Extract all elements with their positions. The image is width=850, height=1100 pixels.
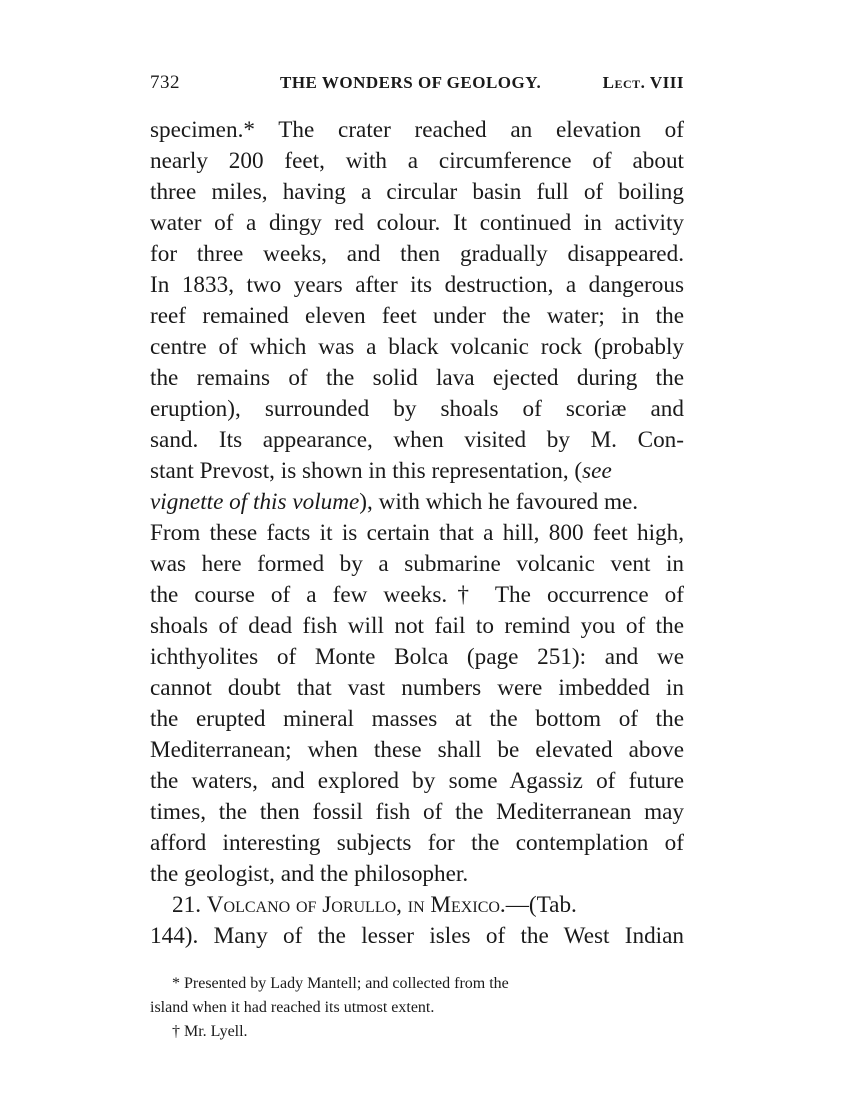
text-line: the course of a few weeks.† The occurrence of bbox=[150, 582, 684, 608]
text-line: was here formed by a submarine volcanic vent in bbox=[150, 551, 684, 577]
text-line: for three weeks, and then gradually disappeared. bbox=[150, 241, 684, 267]
running-header bbox=[150, 72, 684, 102]
text-line: times, the then fossil fish of the Mediterranean may bbox=[150, 799, 684, 825]
text-line: 144). Many of the lesser isles of the West Indian bbox=[150, 923, 684, 949]
footnote: † Mr. Lyell. bbox=[172, 1023, 248, 1040]
text-line: Mediterranean; when these shall be elevated above bbox=[150, 737, 684, 763]
page-number: 732 bbox=[150, 72, 180, 93]
text-line: three miles, having a circular basin full of boiling bbox=[150, 179, 684, 205]
section-number: 21. bbox=[172, 892, 201, 918]
text-line: shoals of dead fish will not fail to remind you of the bbox=[150, 613, 684, 639]
text-line: the waters, and explored by some Agassiz of future bbox=[150, 768, 684, 794]
text-line bbox=[150, 456, 684, 487]
text-line: the geologist, and the philosopher. bbox=[150, 861, 469, 887]
text-line: the erupted mineral masses at the bottom of the bbox=[150, 706, 684, 732]
section-tab-reference: —(Tab. bbox=[505, 892, 577, 918]
running-title: THE WONDERS OF GEOLOGY. bbox=[280, 73, 542, 92]
text-line: specimen.* The crater reached an elevation of bbox=[150, 117, 684, 143]
text-line: eruption), surrounded by shoals of scoriæ and bbox=[150, 396, 684, 422]
text-line: nearly 200 feet, with a circumference of about bbox=[150, 148, 684, 174]
text-line: From these facts it is certain that a hill, 800 feet high, bbox=[150, 520, 684, 546]
text-line: In 1833, two years after its destruction, a dangerous bbox=[150, 272, 684, 298]
italic-see: see bbox=[582, 458, 612, 484]
text-line: water of a dingy red colour. It continued in activity bbox=[150, 210, 684, 236]
lecture-number: Lect. VIII bbox=[602, 73, 684, 92]
italic-vignette-reference: vignette of this volume bbox=[150, 489, 360, 515]
section-heading: Volcano of Jorullo, in Mexico. bbox=[206, 892, 506, 918]
body-text bbox=[150, 115, 684, 952]
text-line: ichthyolites of Monte Bolca (page 251): and we bbox=[150, 644, 684, 670]
text-line: cannot doubt that vast numbers were imbedded in bbox=[150, 675, 684, 701]
text-segment: stant Prevost, is shown in this representation, ( bbox=[150, 458, 583, 484]
footnote: * Presented by Lady Mantell; and collected from the bbox=[172, 975, 509, 992]
text-line: the remains of the solid lava ejected during the bbox=[150, 365, 684, 391]
text-line: sand. Its appearance, when visited by M. Con- bbox=[150, 427, 684, 453]
text-line: afford interesting subjects for the contemplation of bbox=[150, 830, 684, 856]
text-line bbox=[150, 487, 684, 518]
footnote-continuation: island when it had reached its utmost extent. bbox=[150, 999, 435, 1016]
text-segment: ), with which he favoured me. bbox=[359, 489, 639, 515]
section-heading-line bbox=[150, 890, 684, 921]
text-line: centre of which was a black volcanic rock (probably bbox=[150, 334, 684, 360]
text-line: reef remained eleven feet under the water; in the bbox=[150, 303, 684, 329]
footnotes bbox=[150, 972, 684, 1044]
